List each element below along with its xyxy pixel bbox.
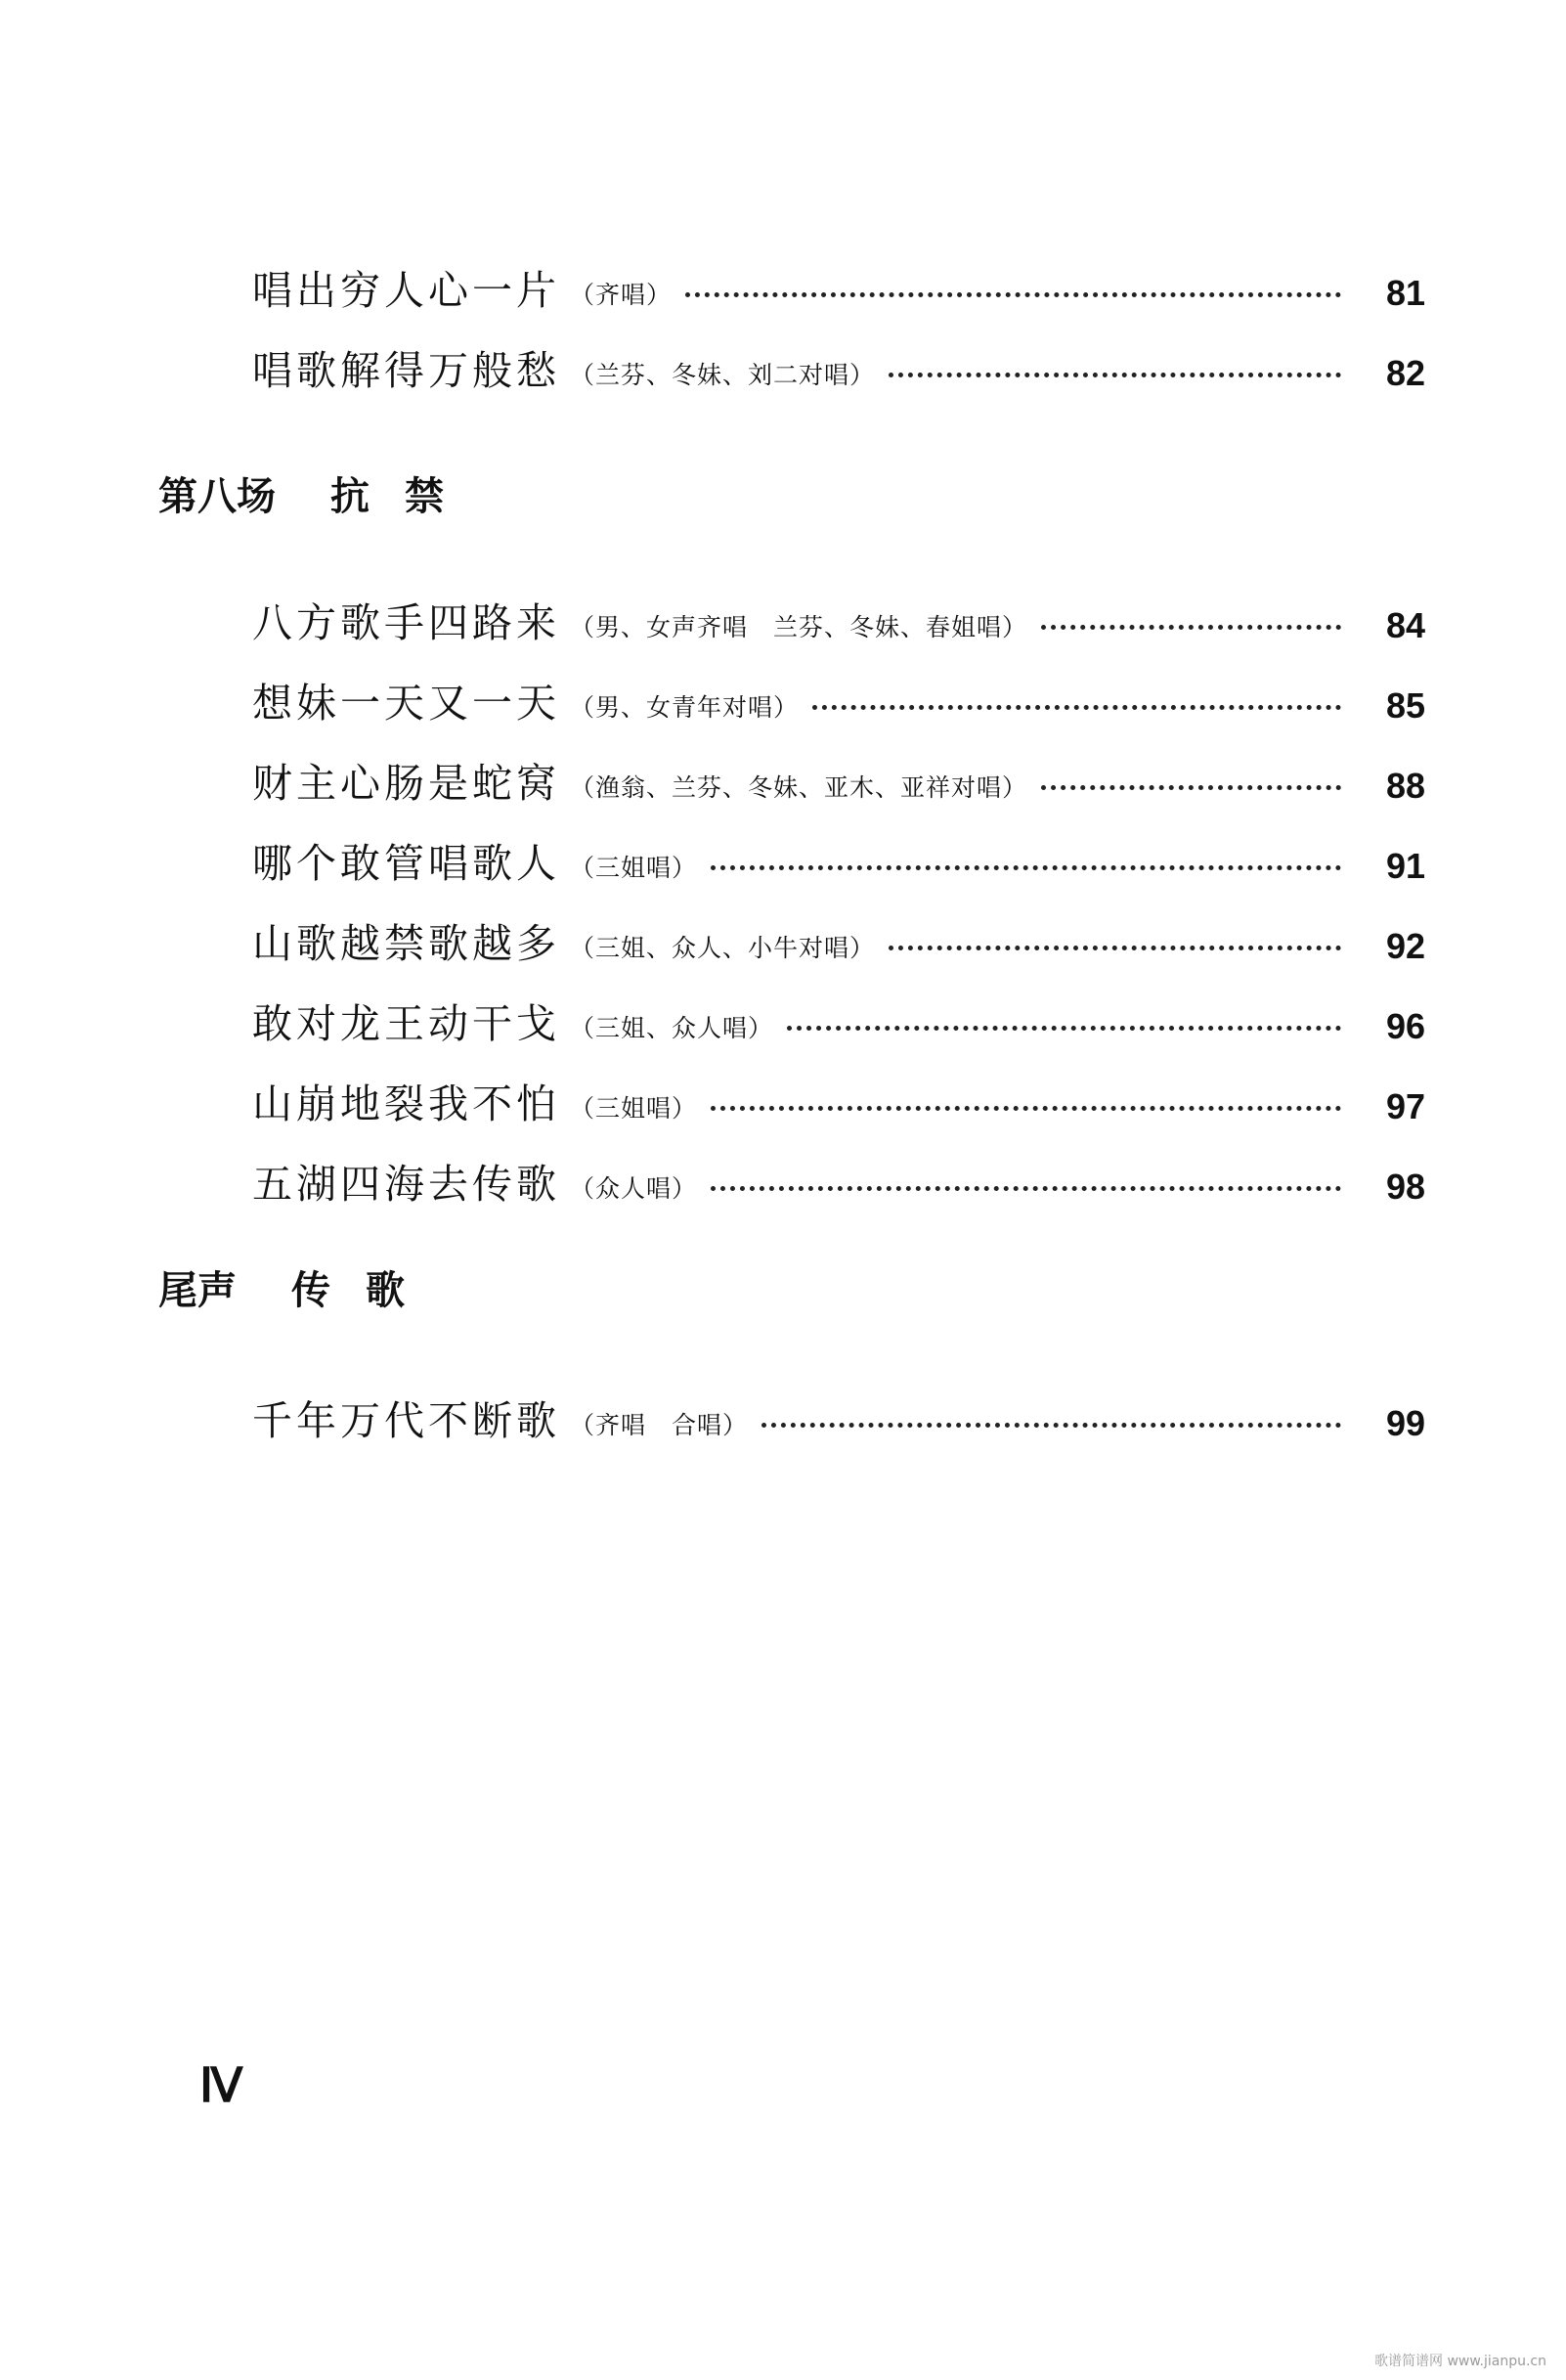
dot-leader <box>761 1423 1341 1428</box>
section-title-char: 抗 <box>330 474 370 519</box>
entry-page-number: 92 <box>1385 926 1425 966</box>
entry-page-number: 91 <box>1385 846 1425 886</box>
toc-entry[interactable] <box>252 986 1425 1047</box>
entry-page-number: 84 <box>1385 605 1425 645</box>
toc-entry[interactable] <box>252 252 1425 314</box>
entry-title: 唱歌解得万般愁 <box>252 347 560 394</box>
entry-title: 想妹一天又一天 <box>252 680 560 727</box>
toc-entry[interactable] <box>252 1383 1425 1444</box>
entry-note: （三姐、众人、小牛对唱） <box>570 934 876 962</box>
entry-page-number: 96 <box>1385 1006 1425 1046</box>
dot-leader <box>685 292 1341 297</box>
section-title-char: 禁 <box>405 474 444 519</box>
section-label: 尾声 <box>158 1268 237 1313</box>
entry-title: 八方歌手四路来 <box>252 599 560 646</box>
dot-leader <box>787 1026 1341 1031</box>
toc-entry[interactable] <box>252 585 1425 646</box>
dot-leader <box>889 946 1341 950</box>
toc-entry[interactable] <box>252 825 1425 887</box>
dot-leader <box>812 705 1341 710</box>
entry-page-number: 99 <box>1385 1403 1425 1443</box>
entry-note: （男、女声齐唱 兰芬、冬妹、春姐唱） <box>570 613 1028 641</box>
page-number-roman: Ⅳ <box>199 2060 243 2112</box>
entry-page-number: 97 <box>1385 1086 1425 1126</box>
entry-title: 哪个敢管唱歌人 <box>252 840 560 887</box>
dot-leader <box>711 1106 1341 1111</box>
entry-page-number: 82 <box>1385 353 1425 393</box>
entry-title: 唱出穷人心一片 <box>252 267 560 314</box>
entry-note: （三姐唱） <box>570 854 698 882</box>
entry-note: （兰芬、冬妹、刘二对唱） <box>570 361 876 389</box>
section-heading <box>158 1268 405 1313</box>
entry-note: （三姐唱） <box>570 1094 698 1123</box>
entry-title: 千年万代不断歌 <box>252 1397 560 1444</box>
toc-entry[interactable] <box>252 332 1425 394</box>
toc-entry[interactable] <box>252 665 1425 727</box>
dot-leader <box>1041 625 1341 630</box>
toc-entry[interactable] <box>252 1146 1425 1208</box>
dot-leader <box>711 865 1341 870</box>
dot-leader <box>711 1186 1341 1191</box>
entry-note: （三姐、众人唱） <box>570 1014 774 1042</box>
section-heading <box>158 474 444 519</box>
entry-note: （男、女青年对唱） <box>570 693 800 722</box>
dot-leader <box>1041 785 1341 790</box>
entry-page-number: 98 <box>1385 1167 1425 1207</box>
entry-page-number: 81 <box>1385 273 1425 313</box>
entry-note: （齐唱 合唱） <box>570 1411 749 1439</box>
entry-title: 山歌越禁歌越多 <box>252 920 560 967</box>
section-label: 第八场 <box>158 474 276 519</box>
entry-note: （渔翁、兰芬、冬妹、亚木、亚祥对唱） <box>570 773 1028 802</box>
section-title-char: 歌 <box>366 1268 405 1313</box>
toc-entry[interactable] <box>252 905 1425 967</box>
watermark: 歌谱简谱网 www.jianpu.cn <box>1374 2354 1546 2369</box>
entry-page-number: 85 <box>1385 685 1425 726</box>
entry-title: 山崩地裂我不怕 <box>252 1080 560 1127</box>
entry-page-number: 88 <box>1385 766 1425 806</box>
entry-note: （齐唱） <box>570 281 673 309</box>
entry-note: （众人唱） <box>570 1174 698 1203</box>
toc-entry[interactable] <box>252 745 1425 807</box>
entry-title: 财主心肠是蛇窝 <box>252 760 560 807</box>
section-title-char: 传 <box>291 1268 330 1313</box>
entry-title: 敢对龙王动干戈 <box>252 1000 560 1047</box>
dot-leader <box>889 373 1341 377</box>
entry-title: 五湖四海去传歌 <box>252 1161 560 1208</box>
toc-entry[interactable] <box>252 1066 1425 1127</box>
